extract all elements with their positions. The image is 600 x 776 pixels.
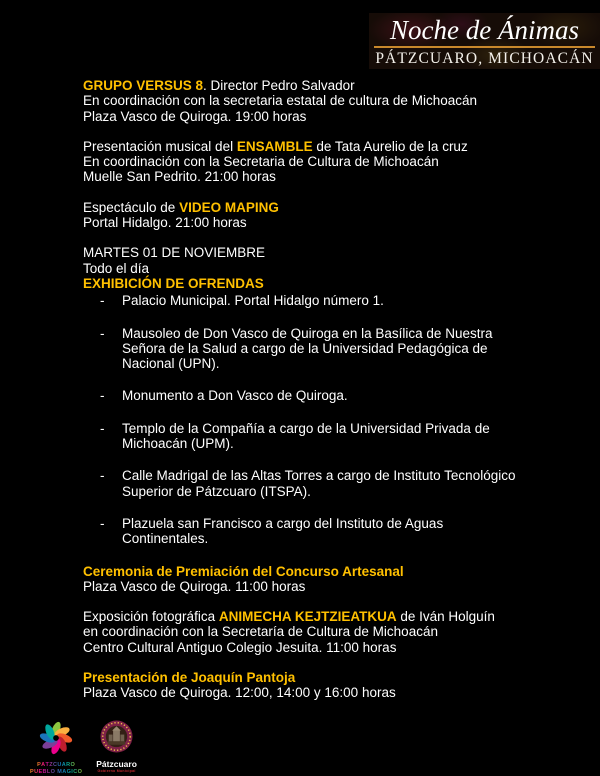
event-joaquin-pantoja bbox=[83, 670, 545, 701]
header-divider bbox=[374, 46, 595, 48]
ofrendas-list bbox=[83, 293, 545, 546]
event-heading: Presentación de Joaquín Pantoja bbox=[83, 670, 296, 686]
municipal-logo bbox=[96, 720, 137, 773]
list-dash: - bbox=[100, 468, 105, 484]
event-title-highlight: ENSAMBLE bbox=[236, 138, 313, 154]
patzcuaro-seal-icon bbox=[100, 720, 133, 758]
list-dash: - bbox=[100, 325, 105, 341]
list-item-text: Plazuela san Francisco a cargo del Instituto de Aguas Continentales. bbox=[122, 515, 444, 547]
event-title-pre: Espectáculo de bbox=[83, 199, 180, 215]
municipal-name: Pátzcuaro bbox=[96, 759, 137, 769]
pueblo-magico-logo bbox=[30, 720, 82, 775]
event-place-time-line: Plaza Vasco de Quiroga. 12:00, 14:00 y 16:00 horas bbox=[83, 685, 396, 701]
pueblo-magico-name: PÁTZCUARO bbox=[37, 762, 76, 768]
event-title-pre: Exposición fotográfica bbox=[83, 609, 219, 625]
event-heading: Ceremonia de Premiación del Concurso Artesanal bbox=[83, 563, 404, 579]
list-item-text: Palacio Municipal. Portal Hidalgo número 1. bbox=[122, 293, 384, 309]
list-item bbox=[83, 388, 545, 403]
event-title-line bbox=[83, 139, 545, 154]
event-place-time-line: Portal Hidalgo. 21:00 horas bbox=[83, 215, 247, 231]
event-title-line bbox=[83, 609, 545, 624]
event-place-time-line: Plaza Vasco de Quiroga. 19:00 horas bbox=[83, 108, 307, 124]
day-allday-line: Todo el día bbox=[83, 260, 150, 276]
event-ensamble bbox=[83, 139, 545, 185]
list-item bbox=[83, 516, 545, 547]
event-title-post: de Tata Aurelio de la cruz bbox=[312, 138, 468, 154]
list-dash: - bbox=[100, 420, 105, 436]
pueblo-magico-label: PUEBLO MÁGICO bbox=[30, 769, 83, 775]
event-grupo-versus bbox=[83, 78, 545, 124]
flyer-title: Noche de Ánimas bbox=[390, 15, 579, 45]
event-detail-line: En coordinación con la secretaria estatal de cultura de Michoacán bbox=[83, 93, 477, 109]
list-item bbox=[83, 468, 545, 499]
list-item-text: Mausoleo de Don Vasco de Quiroga en la Basílica de Nuestra Señora de la Salud a cargo de la Universidad Pedagógica de Nacional (UPN). bbox=[122, 325, 493, 372]
list-dash: - bbox=[100, 293, 105, 309]
event-detail-line: En coordinación con la Secretaria de Cultura de Michoacán bbox=[83, 154, 439, 170]
event-title-line bbox=[83, 78, 545, 93]
flyer-subtitle: PÁTZCUARO, MICHOACÁN bbox=[375, 50, 594, 67]
event-video-maping bbox=[83, 200, 545, 231]
day-date-line: MARTES 01 DE NOVIEMBRE bbox=[83, 245, 266, 261]
list-item bbox=[83, 293, 545, 308]
event-title-pre: Presentación musical del bbox=[83, 138, 237, 154]
event-title-post: de Iván Holguín bbox=[396, 609, 495, 625]
event-title-line bbox=[83, 200, 545, 215]
event-place-time-line: Centro Cultural Antiguo Colegio Jesuita. 11:00 horas bbox=[83, 639, 397, 655]
day-header-nov-01 bbox=[83, 245, 545, 291]
list-item-text: Templo de la Compañía a cargo de la Universidad Privada de Michoacán (UPM). bbox=[122, 420, 490, 452]
pueblo-magico-pinwheel-icon bbox=[37, 720, 75, 761]
event-place-time-line: Plaza Vasco de Quiroga. 11:00 horas bbox=[83, 578, 306, 594]
event-title-highlight: GRUPO VERSUS 8 bbox=[83, 78, 204, 93]
list-item bbox=[83, 326, 545, 372]
list-item-text: Monumento a Don Vasco de Quiroga. bbox=[122, 388, 348, 404]
event-place-time-line: Muelle San Pedrito. 21:00 horas bbox=[83, 169, 276, 185]
list-item-text: Calle Madrigal de las Altas Torres a cargo de Instituto Tecnológico Superior de Pátzcuaro (ITSPA). bbox=[122, 468, 516, 499]
event-ceremonia-premiacion bbox=[83, 564, 545, 595]
event-title-rest: . Director Pedro Salvador bbox=[203, 78, 355, 93]
municipal-tagline: Gobierno Municipal bbox=[97, 769, 136, 773]
event-title-highlight: VIDEO MAPING bbox=[179, 199, 279, 215]
list-dash: - bbox=[100, 515, 105, 531]
event-detail-line: en coordinación con la Secretaría de Cultura de Michoacán bbox=[83, 624, 438, 640]
footer-logos bbox=[30, 720, 137, 774]
ofrendas-heading: EXHIBICIÓN DE OFRENDAS bbox=[83, 275, 264, 291]
event-schedule bbox=[83, 78, 545, 716]
header-banner bbox=[369, 13, 600, 69]
list-dash: - bbox=[100, 388, 105, 404]
event-title-highlight: ANIMECHA KEJTZIEATKUA bbox=[218, 609, 397, 625]
list-item bbox=[83, 421, 545, 452]
event-exposicion-fotografica bbox=[83, 609, 545, 655]
